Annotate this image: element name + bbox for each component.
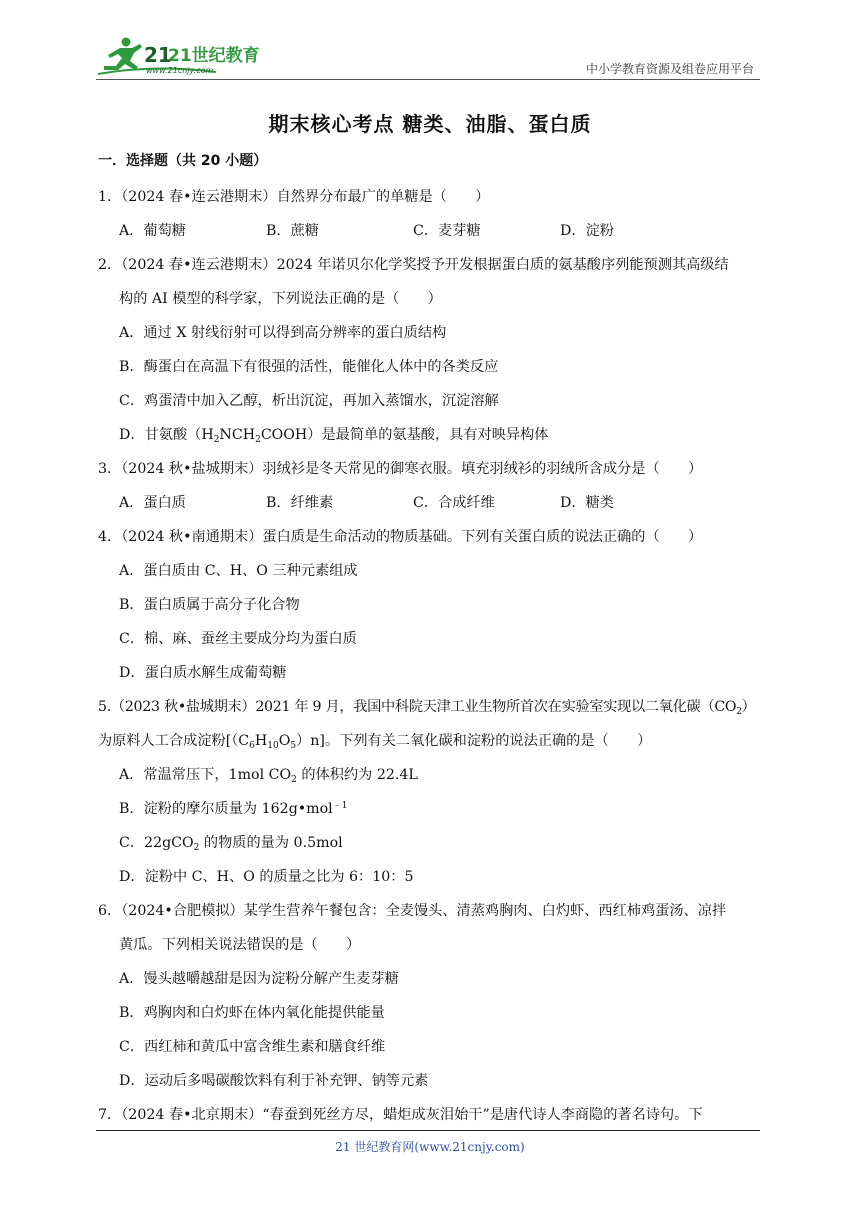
options-row bbox=[98, 486, 766, 520]
question-stem: 2．（2024 春•连云港期末）2024 年诺贝尔化学奖授予开发根据蛋白质的氨基酸序列能预测其高级结 bbox=[98, 257, 729, 273]
question-stem: 6．（2024•合肥模拟）某学生营养午餐包含：全麦馒头、清蒸鸡胸肉、白灼虾、西红柿鸡蛋汤、凉拌 bbox=[98, 903, 727, 919]
question-2 bbox=[98, 248, 766, 452]
option-c: C．鸡蛋清中加入乙醇，析出沉淀，再加入蒸馏水，沉淀溶解 bbox=[119, 393, 499, 409]
option-d: D．运动后多喝碳酸饮料有利于补充钾、钠等元素 bbox=[119, 1073, 429, 1089]
option-d: D．甘氨酸$(H_2NCH_2COOH)$是最简单的氨基酸，具有对映异构体 bbox=[119, 427, 549, 445]
question-stem: 4．（2024 秋•南通期末）蛋白质是生命活动的物质基础。下列有关蛋白质的说法正确的（ ） bbox=[98, 529, 703, 545]
option-b: B．酶蛋白在高温下有很强的活性，能催化人体中的各类反应 bbox=[119, 359, 499, 375]
question-4 bbox=[98, 520, 766, 690]
svg-text:www.21cnjy.com: www.21cnjy.com bbox=[146, 66, 214, 75]
question-stem-cont: 黄瓜。下列相关说法错误的是（ ） bbox=[119, 937, 361, 953]
question-stem: 5.（2023 秋•盐城期末）2021 年 9 月，我国中科院天津工业生物所首次在实验室实现以二氧化碳$(CO_2)$ bbox=[98, 699, 756, 717]
section-heading: 一．选择题（共 20 小题） bbox=[98, 153, 268, 169]
question-5 bbox=[98, 690, 766, 894]
option-a: A．馒头越嚼越甜是因为淀粉分解产生麦芽糖 bbox=[119, 971, 399, 987]
option-b: B．鸡胸肉和白灼虾在体内氧化能提供能量 bbox=[119, 1005, 385, 1021]
question-stem: 3．（2024 秋•盐城期末）羽绒衫是冬天常见的御寒衣服。填充羽绒衫的羽绒所含成分是（ ） bbox=[98, 461, 703, 477]
option-a: A．通过 X 射线衍射可以得到高分辨率的蛋白质结构 bbox=[119, 325, 447, 341]
question-stem: 1．（2024 春•连云港期末）自然界分布最广的单糖是（ ） bbox=[98, 189, 490, 205]
question-stem: 7．（2024 春•北京期末）“春蚕到死丝方尽，蜡炬成灰泪始干”是唐代诗人李商隐的著名诗句。下 bbox=[98, 1107, 703, 1123]
option-a: A．葡萄糖 bbox=[119, 223, 186, 239]
site-logo bbox=[96, 34, 266, 78]
option-a: A．常温常压下，1mol $CO_2$ 的体积约为 22.4L bbox=[119, 767, 418, 785]
option-c: C．合成纤维 bbox=[413, 495, 495, 511]
question-1 bbox=[98, 180, 766, 248]
option-d: D．淀粉 bbox=[560, 223, 614, 239]
svg-text:21: 21 bbox=[144, 43, 172, 67]
option-d: D．淀粉中 C、H、O 的质量之比为 6：10：5 bbox=[119, 869, 414, 885]
option-c: C．麦芽糖 bbox=[413, 223, 481, 239]
question-7 bbox=[98, 1098, 766, 1132]
question-3 bbox=[98, 452, 766, 520]
option-b: B．纤维素 bbox=[266, 495, 334, 511]
option-d: D．糖类 bbox=[560, 495, 614, 511]
option-c: C．西红柿和黄瓜中富含维生素和膳食纤维 bbox=[119, 1039, 386, 1055]
option-d: D．蛋白质水解生成葡萄糖 bbox=[119, 665, 287, 681]
header-divider bbox=[96, 79, 760, 80]
option-c: C．22gCO$_2$ 的物质的量为 0.5mol bbox=[119, 835, 343, 853]
option-c: C．棉、麻、蚕丝主要成分均为蛋白质 bbox=[119, 631, 357, 647]
page-header bbox=[96, 34, 760, 80]
question-6 bbox=[98, 894, 766, 1098]
question-stem-cont: 为原料人工合成淀粉$[(C_6H_{10}O_5)n]$。下列有关二氧化碳和淀粉的说法正确的是（ ） bbox=[98, 733, 652, 751]
question-stem-cont: 构的 AI 模型的科学家，下列说法正确的是（ ） bbox=[119, 291, 442, 307]
logo-text: 21世纪教育 bbox=[168, 46, 260, 66]
option-a: A．蛋白质 bbox=[119, 495, 186, 511]
question-list bbox=[98, 180, 766, 1132]
option-b: B．蛋白质属于高分子化合物 bbox=[119, 597, 300, 613]
option-b: B．蔗糖 bbox=[266, 223, 319, 239]
page-title: 期末核心考点 糖类、油脂、蛋白质 bbox=[268, 112, 592, 136]
platform-name: 中小学教育资源及组卷应用平台 bbox=[585, 62, 754, 76]
option-a: A．蛋白质由 C、H、O 三种元素组成 bbox=[119, 563, 358, 579]
footer-link[interactable]: 21 世纪教育网(www.21cnjy.com) bbox=[335, 1140, 525, 1154]
option-b: B．淀粉的摩尔质量为 162g•mol$^{﹣1}$ bbox=[119, 801, 348, 817]
options-row bbox=[98, 214, 766, 248]
footer-divider bbox=[96, 1130, 760, 1131]
